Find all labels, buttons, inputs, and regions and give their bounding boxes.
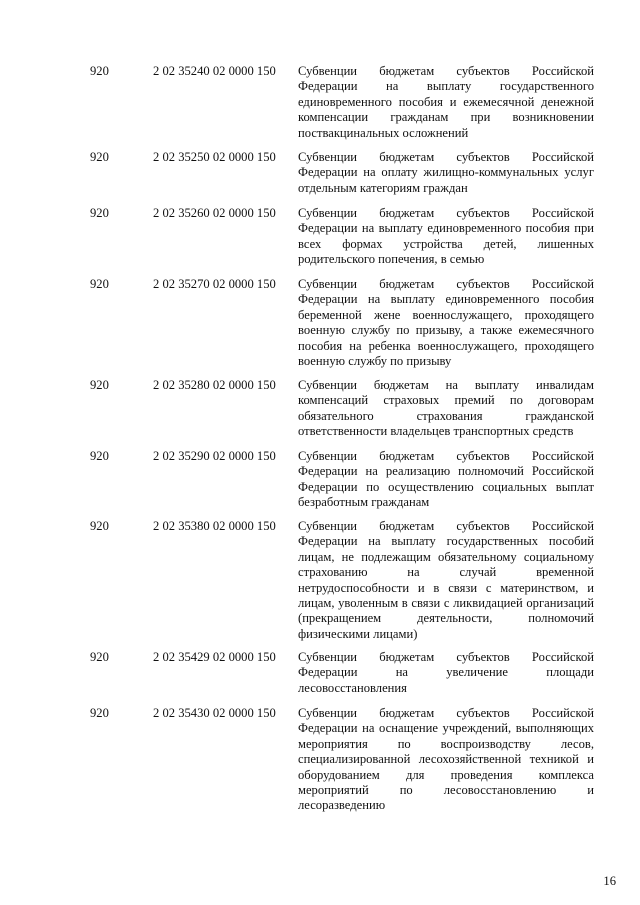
revenue-name: Субвенции бюджетам субъектов Российской Федерации на выплату единовременного пособия беременной жене военнослужащего, проходящего военную службу по призыву, а также ежемесячного пособия на ребенка военнослужащего, проходящего военную службу по призыву [298,277,594,369]
admin-code: 920 [90,519,109,533]
budget-code: 2 02 35250 02 0000 150 [153,150,276,164]
budget-code: 2 02 35430 02 0000 150 [153,706,276,720]
budget-code: 2 02 35380 02 0000 150 [153,519,276,533]
revenue-name: Субвенции бюджетам субъектов Российской Федерации на оплату жилищно-коммунальных услуг отдельным категориям граждан [298,150,594,195]
admin-code: 920 [90,650,109,664]
revenue-name: Субвенции бюджетам субъектов Российской Федерации на выплату государственного единовременного пособия и ежемесячной денежной компенсации гражданам при возникновении поствакцинальных осложнений [298,64,594,140]
revenue-name: Субвенции бюджетам субъектов Российской Федерации на оснащение учреждений, выполняющих мероприятия по воспроизводству лесов, специализированной лесохозяйственной техникой и оборудованием для проведения комплекса мероприятий по лесовосстановлению и лесоразведению [298,706,594,813]
revenue-name: Субвенции бюджетам субъектов Российской Федерации на увеличение площади лесовосстановления [298,650,594,695]
admin-code: 920 [90,378,109,392]
budget-code: 2 02 35240 02 0000 150 [153,64,276,78]
admin-code: 920 [90,150,109,164]
page-number: 16 [603,873,616,888]
budget-code: 2 02 35429 02 0000 150 [153,650,276,664]
budget-code: 2 02 35280 02 0000 150 [153,378,276,392]
admin-code: 920 [90,206,109,220]
revenue-name: Субвенции бюджетам на выплату инвалидам компенсаций страховых премий по договорам обязательного страхования гражданской ответственности владельцев транспортных средств [298,378,594,439]
admin-code: 920 [90,449,109,463]
revenue-name: Субвенции бюджетам субъектов Российской Федерации на выплату государственных пособий лицам, не подлежащим обязательному социальному страхованию на случай временной нетрудоспособности и в связи с материнством, и лицам, уволенным в связи с ликвидацией организаций (прекращением деятельности, полномочий физическими лицами) [298,519,594,641]
revenue-name: Субвенции бюджетам субъектов Российской Федерации на выплату единовременного пособия при всех формах устройства детей, лишенных родительского попечения, в семью [298,206,594,267]
admin-code: 920 [90,64,109,78]
budget-code: 2 02 35270 02 0000 150 [153,277,276,291]
budget-code: 2 02 35260 02 0000 150 [153,206,276,220]
revenue-name: Субвенции бюджетам субъектов Российской Федерации на реализацию полномочий Российской Федерации по осуществлению социальных выплат безработным гражданам [298,449,594,510]
admin-code: 920 [90,706,109,720]
budget-code: 2 02 35290 02 0000 150 [153,449,276,463]
admin-code: 920 [90,277,109,291]
